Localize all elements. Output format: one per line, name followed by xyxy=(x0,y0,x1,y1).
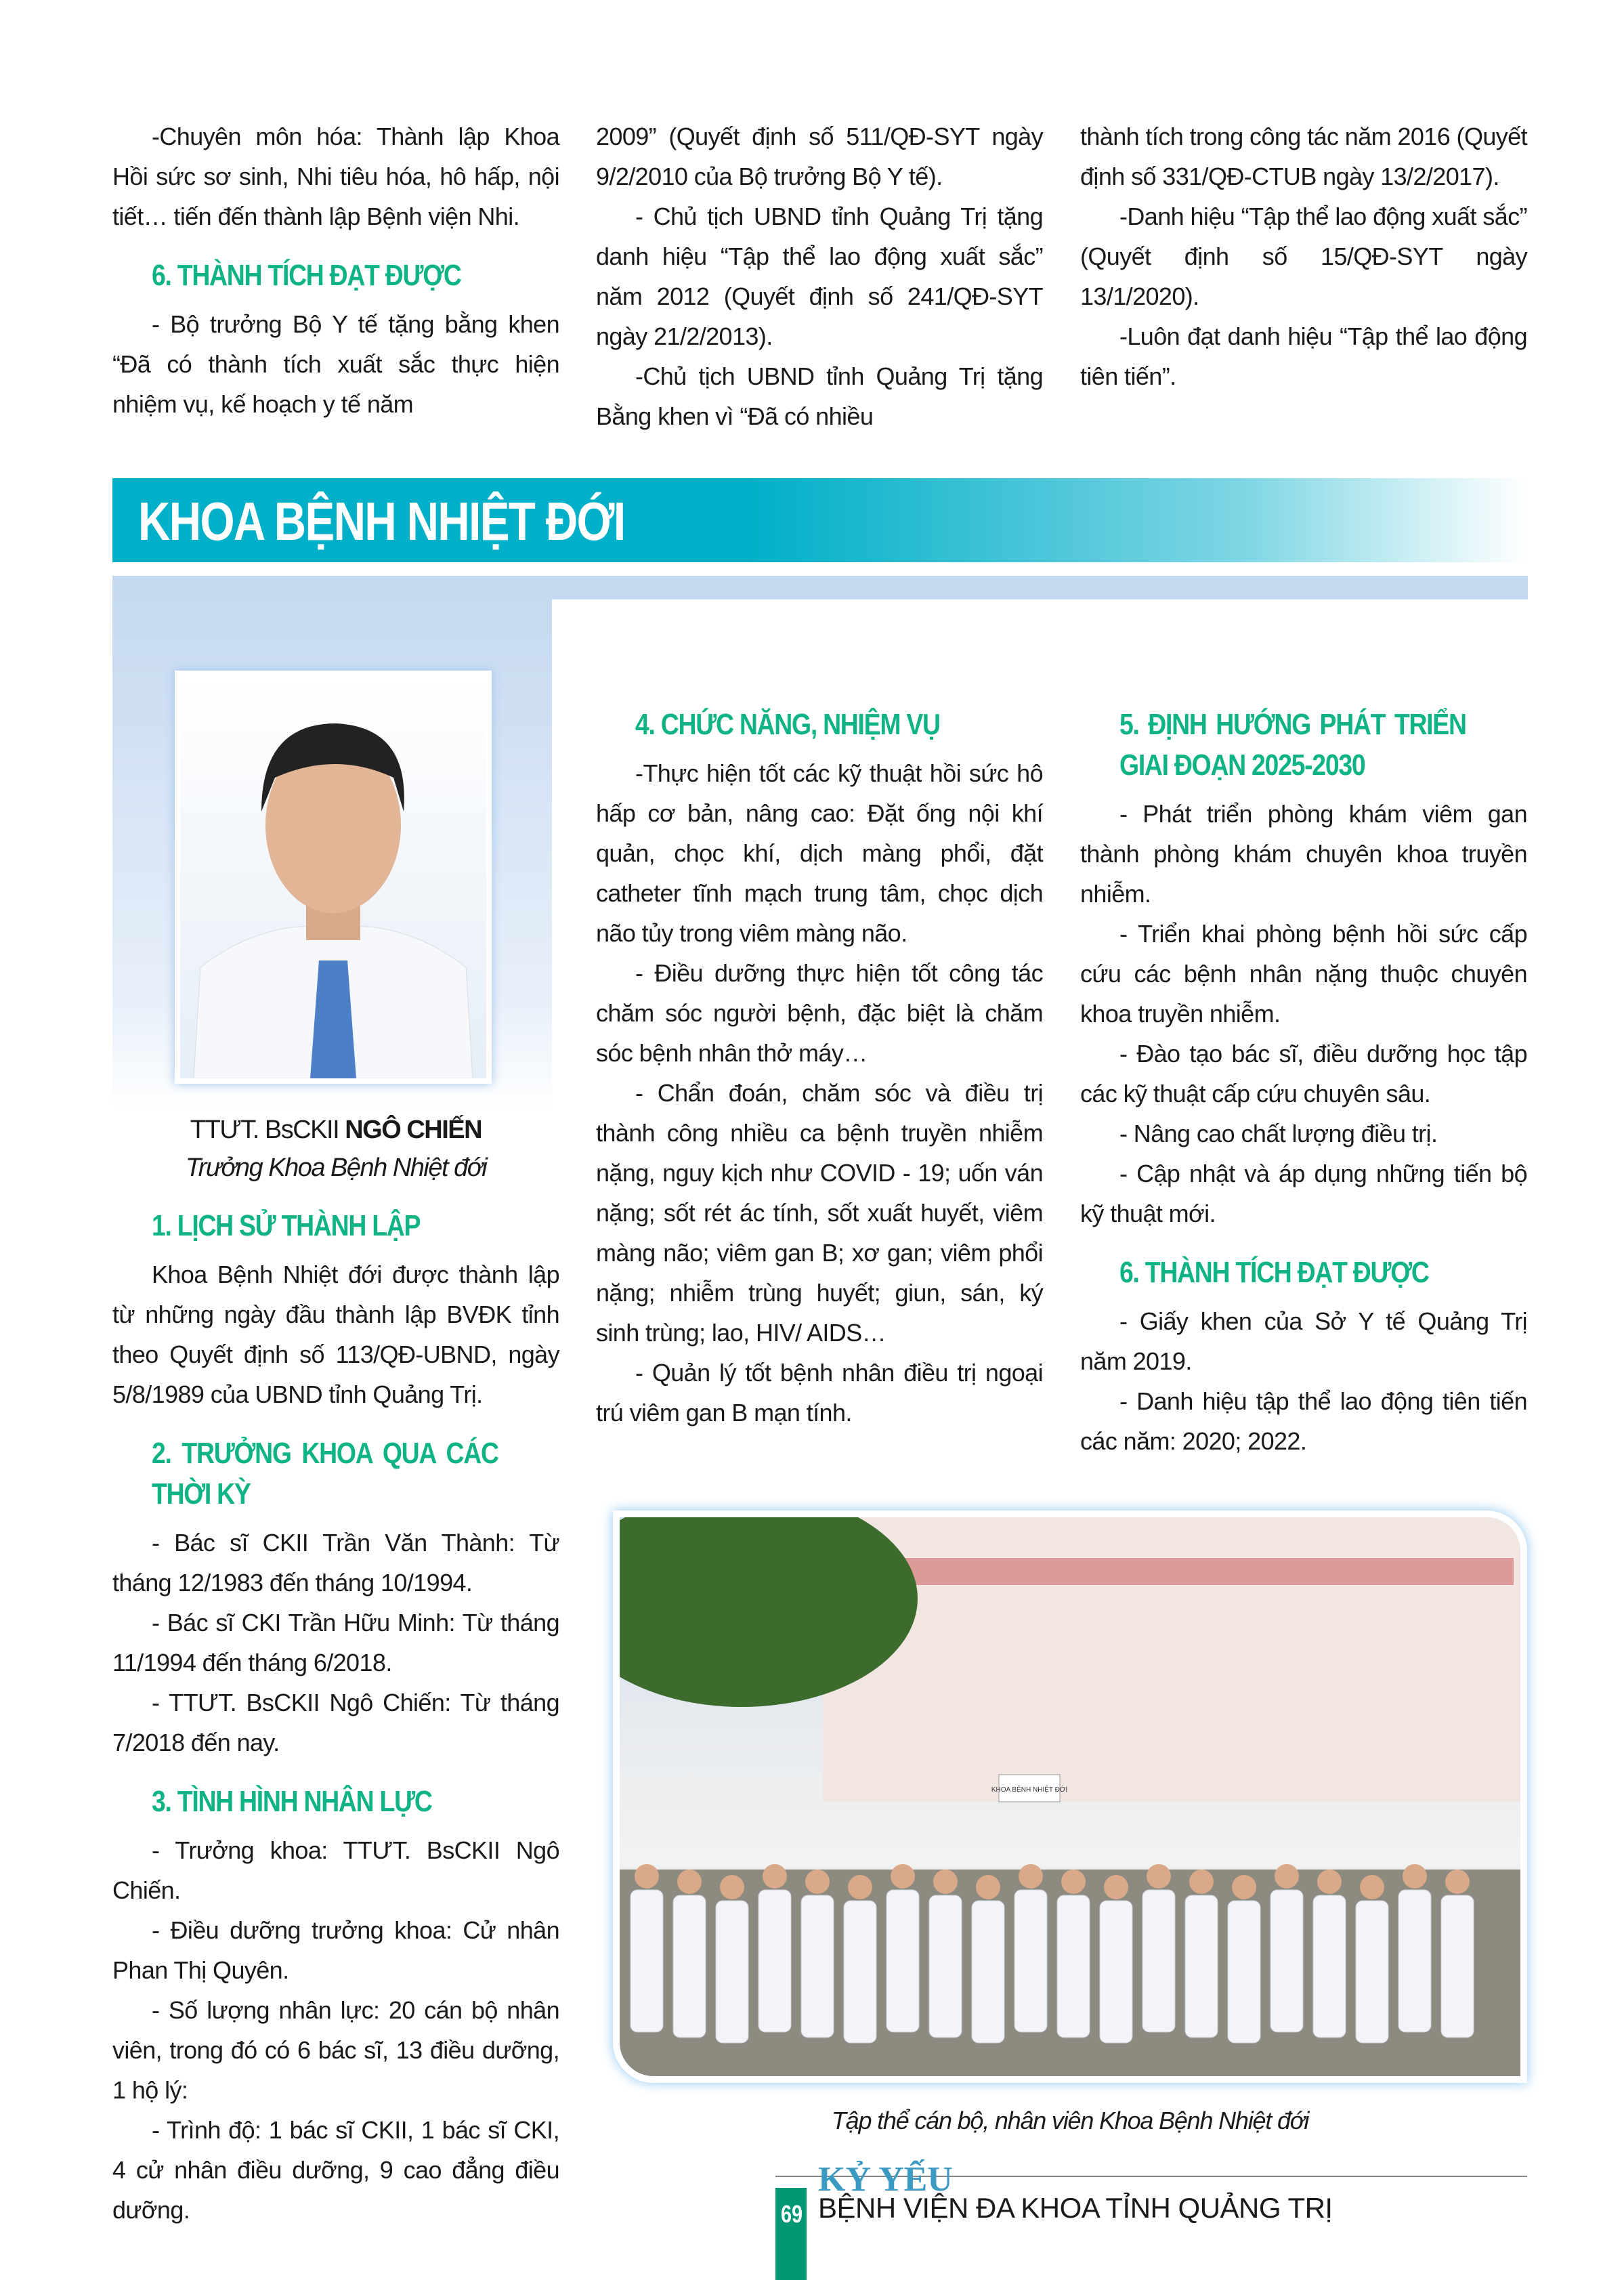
paragraph: - Quản lý tốt bệnh nhân điều trị ngoại trú viêm gan B mạn tính. xyxy=(596,1359,1043,1427)
section-title: KHOA BỆNH NHIỆT ĐỚI xyxy=(138,491,625,551)
paragraph: - Đào tạo bác sĩ, điều dưỡng học tập các kỹ thuật cấp cứu chuyên sâu. xyxy=(1080,1040,1527,1107)
group-photo-illustration xyxy=(620,1517,1520,2076)
paragraph: -Luôn đạt danh hiệu “Tập thể lao động tiên tiến”. xyxy=(1080,322,1527,390)
portrait-name: NGÔ CHIẾN xyxy=(345,1116,482,1144)
top-column-3 xyxy=(1080,117,1527,396)
paragraph: Khoa Bệnh Nhiệt đới được thành lập từ những ngày đầu thành lập BVĐK tỉnh theo Quyết định số 113/QĐ-UBND, ngày 5/8/1989 của UBND tỉnh Quảng Trị. xyxy=(112,1261,559,1408)
hospital-name: BỆNH VIỆN ĐA KHOA TỈNH QUẢNG TRỊ xyxy=(818,2192,1333,2224)
portrait-caption xyxy=(112,1111,559,1187)
page-number-bar xyxy=(775,2188,807,2280)
paragraph: - Chẩn đoán, chăm sóc và điều trị thành công nhiều ca bệnh truyền nhiễm nặng, nguy kịch như COVID - 19; uốn ván nặng; sốt rét ác tính, sốt xuất huyết, viêm màng não; viêm gan B; xơ gan; viêm phổi nặng; nhiễm trùng huyết; giun, sán, ký sinh trùng; lao, HIV/ AIDS… xyxy=(596,1079,1043,1347)
paragraph: - TTƯT. BsCKII Ngô Chiến: Từ tháng 7/2018 đến nay. xyxy=(112,1689,559,1756)
paragraph: - Danh hiệu tập thể lao động tiên tiến các năm: 2020; 2022. xyxy=(1080,1387,1527,1455)
paragraph: - Phát triển phòng khám viêm gan thành phòng khám chuyên khoa truyền nhiễm. xyxy=(1080,800,1527,908)
right-column xyxy=(1080,704,1527,1461)
section-heading: 6. THÀNH TÍCH ĐẠT ĐƯỢC xyxy=(1119,1256,1429,1289)
paragraph: - Bác sĩ CKII Trần Văn Thành: Từ tháng 12/1983 đến tháng 10/1994. xyxy=(112,1529,559,1597)
portrait-title: TTƯT. BsCKII xyxy=(190,1116,345,1144)
paragraph: - Trưởng khoa: TTƯT. BsCKII Ngô Chiến. xyxy=(112,1836,559,1904)
paragraph: - Giấy khen của Sở Y tế Quảng Trị năm 2019. xyxy=(1080,1307,1527,1375)
department-sign: KHOA BỆNH NHIỆT ĐỚI xyxy=(991,1786,1068,1794)
paragraph: - Nâng cao chất lượng điều trị. xyxy=(1119,1120,1438,1147)
section-heading: 1. LỊCH SỬ THÀNH LẬP xyxy=(152,1209,421,1242)
section-heading: 5. ĐỊNH HƯỚNG PHÁT TRIỂN GIAI ĐOẠN 2025-2030 xyxy=(1119,708,1466,782)
page-number: 69 xyxy=(781,2200,803,2228)
middle-column xyxy=(596,704,1043,1433)
left-column xyxy=(112,1206,559,2230)
portrait-illustration xyxy=(180,676,486,1078)
paragraph: - Điều dưỡng trưởng khoa: Cử nhân Phan Thị Quyên. xyxy=(112,1916,559,1984)
paragraph: -Thực hiện tốt các kỹ thuật hồi sức hô hấp cơ bản, nâng cao: Đặt ống nội khí quản, chọc khí, dịch màng phổi, đặt catheter tĩnh mạch trung tâm, chọc dịch não tủy trong viêm màng não. xyxy=(596,759,1043,947)
top-column-2 xyxy=(596,117,1043,436)
paragraph: -Chủ tịch UBND tỉnh Quảng Trị tặng Bằng khen vì “Đã có nhiều xyxy=(596,362,1043,430)
paragraph: - Bộ trưởng Bộ Y tế tặng bằng khen “Đã có thành tích xuất sắc thực hiện nhiệm vụ, kế hoạch y tế năm xyxy=(112,310,559,418)
paragraph: - Chủ tịch UBND tỉnh Quảng Trị tặng danh hiệu “Tập thể lao động xuất sắc” năm 2012 (Quyết định số 241/QĐ-SYT ngày 21/2/2013). xyxy=(596,203,1043,350)
portrait-photo xyxy=(175,671,492,1084)
portrait-role: Trưởng Khoa Bệnh Nhiệt đới xyxy=(185,1154,487,1182)
paragraph: - Bác sĩ CKI Trần Hữu Minh: Từ tháng 11/1994 đến tháng 6/2018. xyxy=(112,1609,559,1676)
paragraph: - Trình độ: 1 bác sĩ CKII, 1 bác sĩ CKI, 4 cử nhân điều dưỡng, 9 cao đẳng điều dưỡng. xyxy=(112,2116,559,2224)
paragraph: - Triển khai phòng bệnh hồi sức cấp cứu các bệnh nhân nặng thuộc chuyên khoa truyền nhiễm. xyxy=(1080,920,1527,1028)
paragraph: - Cập nhật và áp dụng những tiến bộ kỹ thuật mới. xyxy=(1080,1160,1527,1227)
top-column-1 xyxy=(112,117,559,424)
paragraph: thành tích trong công tác năm 2016 (Quyết định số 331/QĐ-CTUB ngày 13/2/2017). xyxy=(1080,123,1527,190)
section-banner xyxy=(112,478,1528,562)
paragraph: - Điều dưỡng thực hiện tốt công tác chăm sóc người bệnh, đặc biệt là chăm sóc bệnh nhân thở máy… xyxy=(596,959,1043,1067)
section-heading: 3. TÌNH HÌNH NHÂN LỰC xyxy=(152,1785,432,1818)
paragraph: -Danh hiệu “Tập thể lao động xuất sắc” (Quyết định số 15/QĐ-SYT ngày 13/1/2020). xyxy=(1080,203,1527,310)
group-photo-caption: Tập thể cán bộ, nhân viên Khoa Bệnh Nhiệt đới xyxy=(831,2107,1309,2134)
paragraph: -Chuyên môn hóa: Thành lập Khoa Hồi sức sơ sinh, Nhi tiêu hóa, hô hấp, nội tiết… tiến đến thành lập Bệnh viện Nhi. xyxy=(112,123,559,230)
yearbook-title: KỶ YẾU xyxy=(818,2160,953,2199)
section-heading: 4. CHỨC NĂNG, NHIỆM VỤ xyxy=(635,708,940,741)
paragraph: 2009” (Quyết định số 511/QĐ-SYT ngày 9/2/2010 của Bộ trưởng Bộ Y tế). xyxy=(596,123,1043,190)
paragraph: - Số lượng nhân lực: 20 cán bộ nhân viên, trong đó có 6 bác sĩ, 13 điều dưỡng, 1 hộ lý: xyxy=(112,1996,559,2104)
section-heading: 2. TRƯỞNG KHOA QUA CÁC THỜI KỲ xyxy=(152,1437,498,1511)
group-photo xyxy=(613,1511,1527,2083)
section-heading: 6. THÀNH TÍCH ĐẠT ĐƯỢC xyxy=(152,259,461,292)
